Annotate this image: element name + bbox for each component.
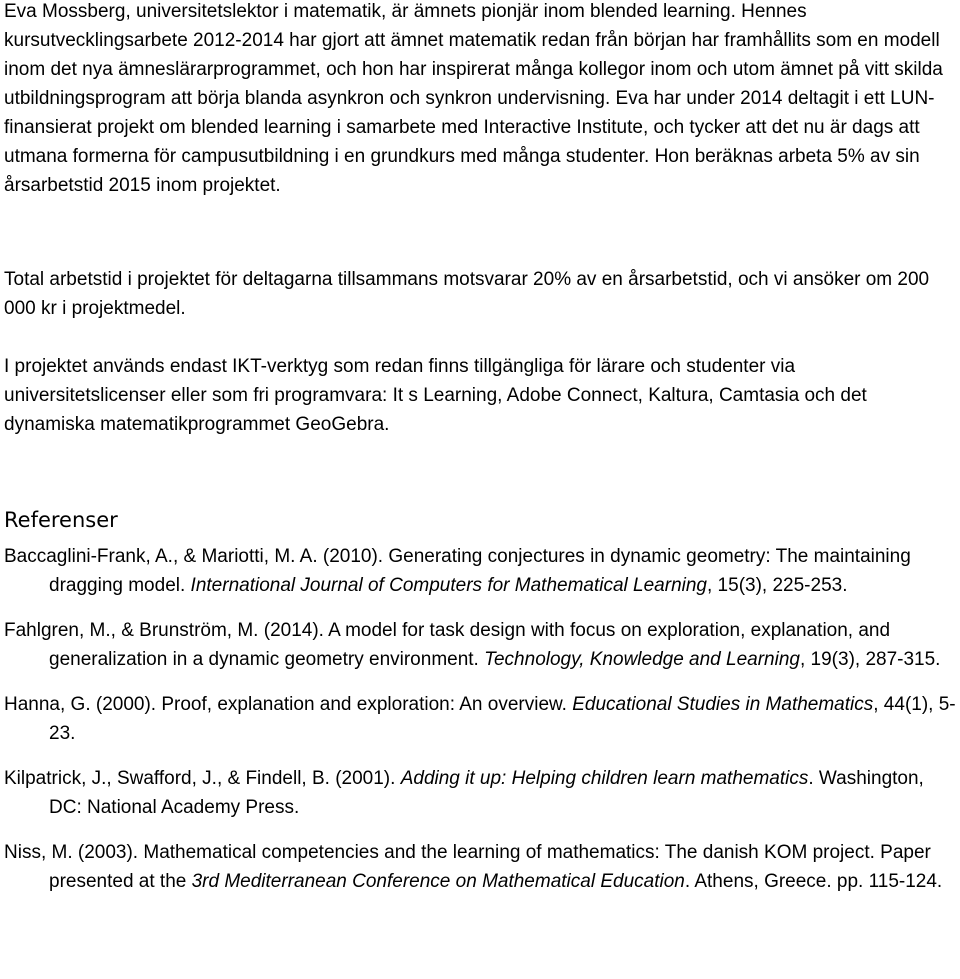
paragraph-eva-mossberg: Eva Mossberg, universitetslektor i matematik, är ämnets pionjär inom blended learning. Hennes kursutvecklingsarbete 2012-2014 har gjort att ämnet matematik redan från början har framhållits som en modell inom det nya ämneslärarprogrammet, och hon har inspirerat många kollegor inom och utom ämnet på vitt skilda utbildningsprogram att börja blanda asynkron och synkron undervisning. Eva har under 2014 deltagit i ett LUN-finansierat projekt om blended learning i samarbete med Interactive Institute, och tycker att det nu är dags att utmana formerna för campusutbildning i en grundkurs med många studenter. Hon beräknas arbeta 5% av sin årsarbetstid 2015 inom projektet. [4,1,943,196]
reference-details: . Washington, DC: National Academy Press. [49,768,924,818]
reference-item [4,616,958,674]
reference-item [4,542,958,600]
reference-text: Niss, M. (2003). Mathematical competencies and the learning of mathematics: The danish KOM project. Paper presented at the [4,842,931,892]
reference-source-title: Educational Studies in Mathematics [572,694,874,715]
reference-details: , 19(3), 287-315. [799,649,941,670]
reference-text: Baccaglini-Frank, A., & Mariotti, M. A. (2010). Generating conjectures in dynamic geometry: The maintaining dragging model. [4,546,911,596]
reference-source-title: 3rd Mediterranean Conference on Mathematical Education [191,871,685,892]
reference-item [4,690,958,748]
reference-details: . Athens, Greece. pp. 115-124. [684,871,943,892]
reference-source-title: International Journal of Computers for Mathematical Learning [190,575,707,596]
reference-text: Fahlgren, M., & Brunström, M. (2014). A model for task design with focus on exploration, explanation, and generalization in a dynamic geometry environment. [4,620,891,670]
reference-source-title: Technology, Knowledge and Learning [484,649,800,670]
reference-text: Hanna, G. (2000). Proof, explanation and exploration: An overview. [4,694,573,715]
reference-details: , 44(1), 5-23. [49,694,956,744]
reference-item [4,838,958,896]
paragraph-ikt-verktyg: I projektet används endast IKT-verktyg som redan finns tillgängliga för lärare och studenter via universitetslicenser eller som fri programvara: It s Learning, Adobe Connect, Kaltura, Camtasia och det dynamiska matematikprogrammet GeoGebra. [4,356,867,435]
reference-details: , 15(3), 225-253. [707,575,848,596]
reference-item [4,764,958,822]
reference-list [4,542,958,912]
reference-source-title: Adding it up: Helping children learn mathematics [400,768,809,789]
references-heading: Referenser [4,508,118,532]
reference-text: Kilpatrick, J., Swafford, J., & Findell, B. (2001). [4,768,401,789]
paragraph-total-arbetstid: Total arbetstid i projektet för deltagarna tillsammans motsvarar 20% av en årsarbetstid, och vi ansöker om 200 000 kr i projektmedel. [4,269,930,319]
